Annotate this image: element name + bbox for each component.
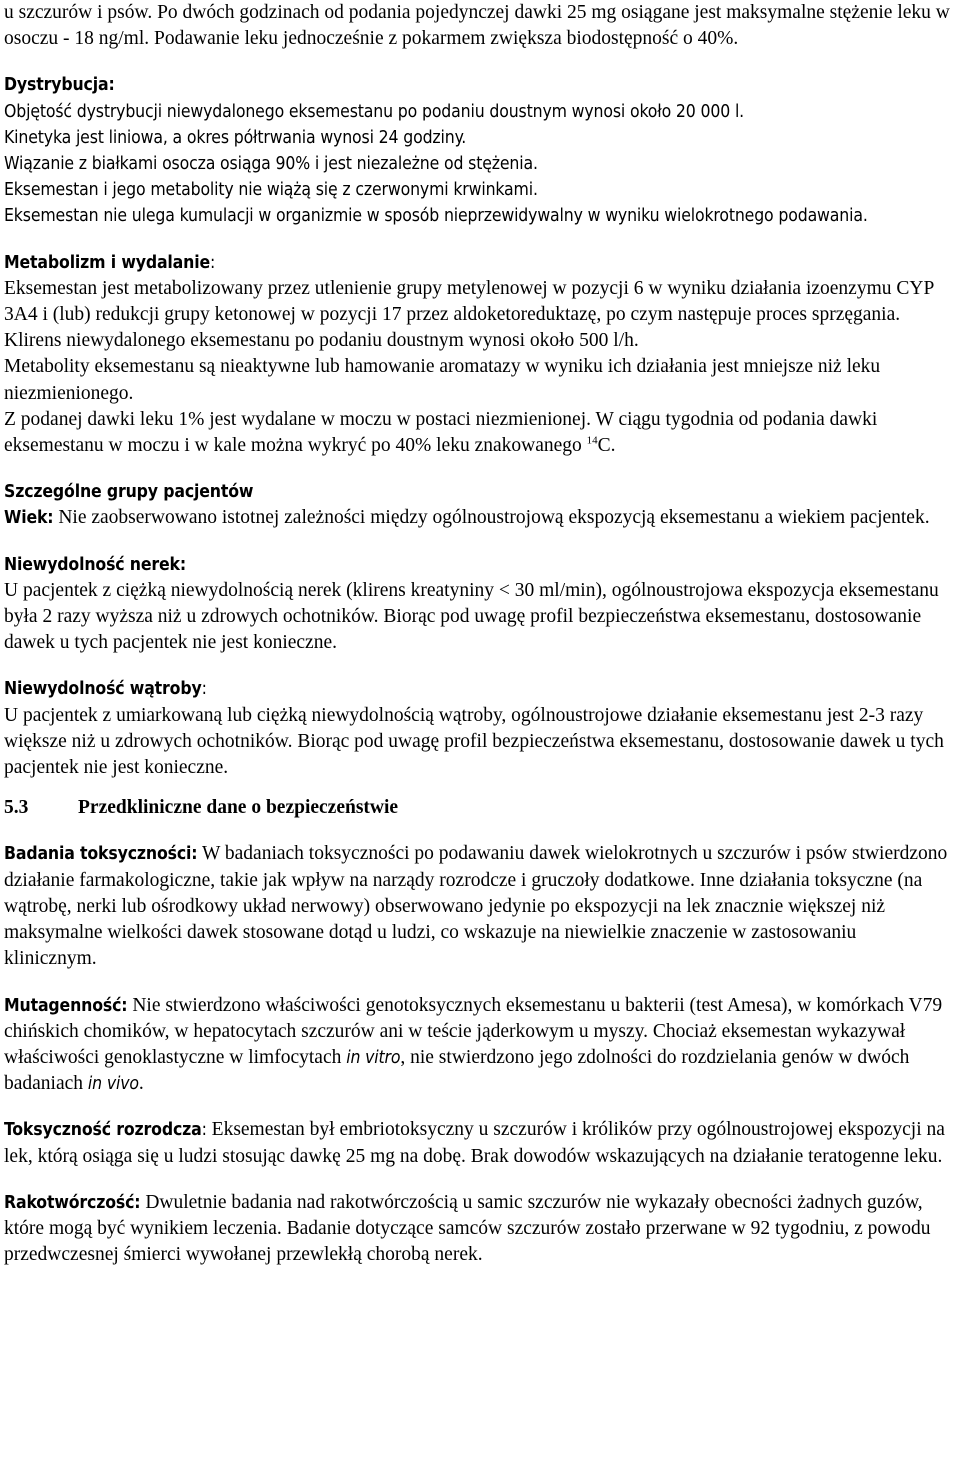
watroba-paragraph: U pacjentek z umiarkowaną lub ciężką niewydolnością wątroby, ogólnoustrojowe działanie eksemestanu jest 2-3 razy większe niż u zdrowych ochotników. Biorąc pod uwagę profil bezpieczeństwa eksemestanu, dostosowanie dawek u tych pacjentek nie jest konieczne. — [4, 704, 944, 779]
rozrodcza-label: Toksyczność rozrodcza — [4, 1120, 202, 1141]
szczegolne-heading: Szczególne grupy pacjentów — [4, 482, 254, 503]
in-vitro-term: in vitro — [346, 1047, 401, 1068]
wiek-paragraph — [4, 505, 952, 531]
watroba-heading-text: Niewydolność wątroby — [4, 679, 202, 700]
dystrybucja-line4: Eksemestan nie ulega kumulacji w organizmie w sposób nieprzewidywalny w wyniku wielokrotnego podawania. — [4, 206, 868, 227]
watroba-heading-colon: : — [201, 679, 207, 700]
toksycznosc-paragraph — [4, 841, 952, 972]
mutagennosc-label: Mutagenność: — [4, 995, 128, 1016]
section-metabolizm — [4, 250, 952, 460]
metabolizm-paragraph-2: Metabolity eksemestanu są nieaktywne lub hamowanie aromatazy w wyniku ich działania jest mniejsze niż leku niezmienionego. — [4, 356, 881, 404]
dystrybucja-kinetics: Kinetyka jest liniowa, a okres półtrwania wynosi 24 godziny. — [4, 127, 467, 148]
section-dystrybucja — [4, 72, 952, 229]
rakotworczosc-text: Dwuletnie badania nad rakotwórczością u samic szczurów nie wykazały obecności żadnych guzów, które mogą być wynikiem leczenia. Badanie dotyczące samców szczurów zostało przerwane w 92 tygodniu, z powodu przedwczesnej śmierci wywołanej przewlekłą chorobą nerek. — [4, 1191, 931, 1266]
section-5-3-heading — [4, 795, 952, 821]
rozrodcza-text: Eksemestan był embriotoksyczny u szczurów i królików przy ogólnoustrojowej ekspozycji na lek, którą osiąga się u ludzi stosując dawkę 25 mg na dobę. Brak dowodów wskazujących na działanie teratogenne leku. — [4, 1119, 945, 1167]
mutagennosc-text-a: Nie stwierdzono właściwości genotoksycznych eksemestanu u bakterii (test Amesa), w komórkach V79 chińskich chomików, w hepatocytach szczurów ani w teście jąderkowym u myszy. Chociaż eksemestan wykazywał właściwości genoklastyczne w limfocytach — [4, 994, 943, 1068]
rozrodcza-paragraph — [4, 1117, 952, 1169]
dystrybucja-line3: Eksemestan i jego metabolity nie wiążą się z czerwonymi krwinkami. — [4, 180, 538, 201]
metabolizm-heading — [4, 250, 952, 276]
dystrybucja-binding: Wiązanie z białkami osocza osiąga 90% i jest niezależne od stężenia. — [4, 154, 538, 175]
section-szczegolne-grupy — [4, 479, 952, 531]
mutagennosc-text-b: , nie stwierdzono jego zdolności do rozdzielania genów w dwóch badaniach — [4, 1046, 910, 1095]
metabolizm-p3-text: Z podanej dawki leku 1% jest wydalane w moczu w postaci niezmienionej. W ciągu tygodnia od podania dawki eksemestanu w moczu i w kale można wykryć po 40% leku znakowanego — [4, 408, 878, 457]
section-niewydolnosc-nerek — [4, 552, 952, 657]
section-niewydolnosc-watroby — [4, 676, 952, 781]
wiek-text: Nie zaobserwowano istotnej zależności między ogólnoustrojową ekspozycją eksemestanu a wiekiem pacjentek. — [53, 507, 930, 529]
mutagennosc-paragraph — [4, 993, 952, 1098]
rozrodcza-colon: : — [201, 1120, 207, 1141]
section-title: Przedkliniczne dane o bezpieczeństwie — [78, 797, 399, 819]
metabolizm-paragraph-1: Eksemestan jest metabolizowany przez utlenienie grupy metylenowej w pozycji 6 w wyniku działania izoenzymu CYP 3A4 i (lub) redukcji grupy ketonowej w pozycji 17 przez aldoketoreduktazę, po czym następuje proces sprzęgania. Klirens niewydalonego eksemestanu po podaniu doustnym wynosi około 500 l/h. — [4, 277, 934, 352]
intro-paragraph: u szczurów i psów. Po dwóch godzinach od podania pojedynczej dawki 25 mg osiągane jest maksymalne stężenie leku w osoczu - 18 ng/ml. Podawanie leku jednocześnie z pokarmem zwiększa biodostępność o 40%. — [4, 2, 950, 50]
rakotworczosc-label: Rakotwórczość: — [4, 1192, 141, 1213]
rakotworczosc-paragraph — [4, 1190, 952, 1269]
metabolizm-heading-colon: : — [209, 252, 216, 273]
dystrybucja-heading: Dystrybucja: — [4, 75, 115, 96]
wiek-label: Wiek: — [4, 508, 54, 529]
nerki-heading: Niewydolność nerek: — [4, 554, 187, 575]
metabolizm-p3-end: C. — [597, 435, 616, 457]
toksycznosc-text: W badaniach toksyczności po podawaniu dawek wielokrotnych u szczurów i psów stwierdzono działanie farmakologiczne, takie jak wpływ na narządy rozrodcze i gruczoły dodatkowe. Inne działania toksyczne (na wątrobę, nerki lub ośrodkowy układ nerwowy) obserwowano jedynie po ekspozycji na lek znacznie większej niż maksymalne wielkości dawek stosowane dotąd u ludzi, co wskazuje na niewielkie znaczenie w zastosowaniu klinicznym. — [4, 843, 948, 970]
isotope-superscript: 14 — [586, 434, 598, 447]
nerki-paragraph: U pacjentek z ciężką niewydolnością nerek (klirens kreatyniny < 30 ml/min), ogólnoustrojowa ekspozycja eksemestanu była 2 razy wyższa niż u zdrowych ochotników. Biorąc pod uwagę profil bezpieczeństwa eksemestanu, dostosowanie dawek u tych pacjentek nie jest konieczne. — [4, 579, 939, 654]
toksycznosc-label: Badania toksyczności: — [4, 844, 198, 865]
in-vivo-term: in vivo — [87, 1074, 139, 1095]
section-number: 5.3 — [4, 797, 29, 819]
metabolizm-heading-text: Metabolizm i wydalanie — [4, 252, 210, 273]
mutagennosc-text-c: . — [138, 1073, 144, 1095]
dystrybucja-line1: Objętość dystrybucji niewydalonego eksemestanu po podaniu doustnym wynosi około 20 000 l. — [4, 101, 745, 122]
metabolizm-paragraph-3 — [4, 407, 952, 459]
dystrybucja-line2 — [4, 125, 952, 177]
watroba-heading — [4, 676, 952, 702]
